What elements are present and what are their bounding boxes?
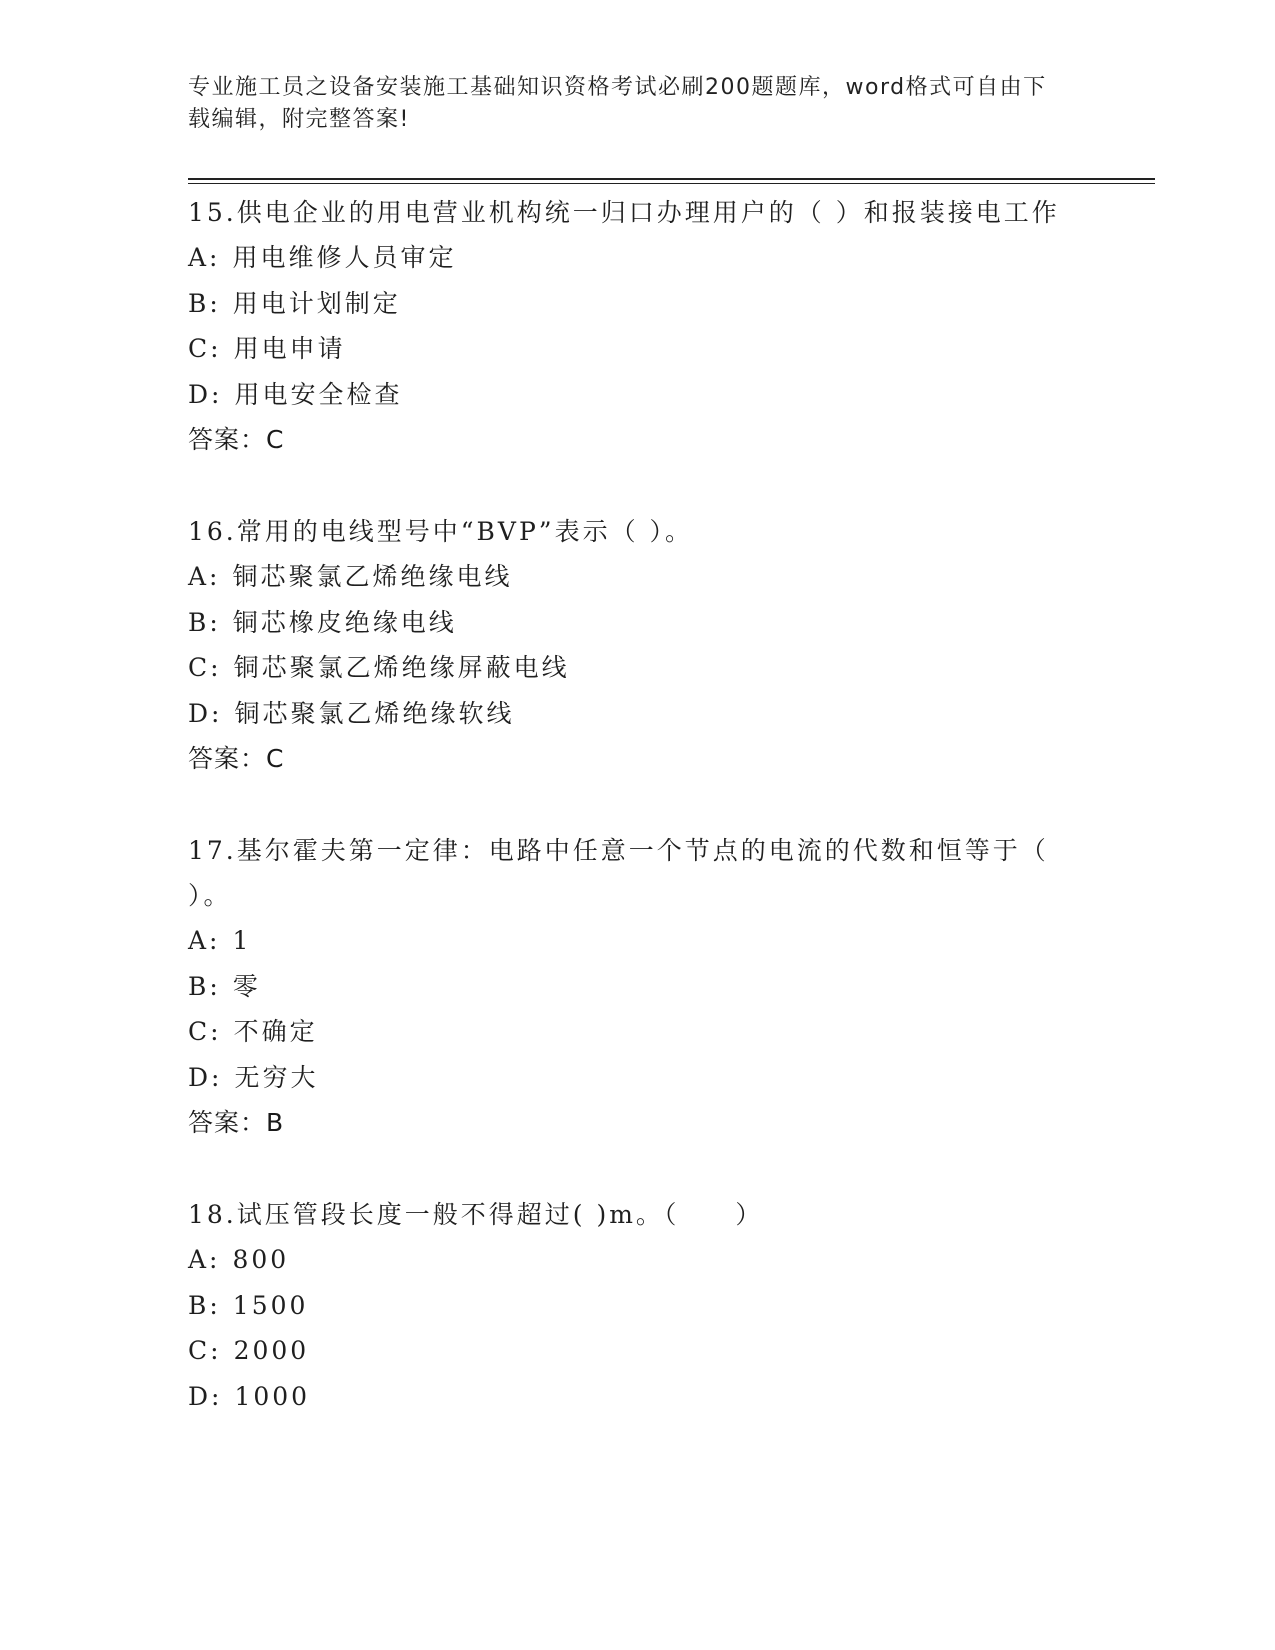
option-key: A: — [188, 243, 221, 272]
option-key: C: — [188, 1017, 222, 1046]
option-text: 铜芯聚氯乙烯绝缘屏蔽电线 — [233, 653, 570, 682]
question-stem: 15.供电企业的用电营业机构统一归口办理用户的（ ）和报装接电工作 — [188, 198, 1060, 227]
option-key: C: — [188, 1336, 222, 1365]
option-text: 用电申请 — [233, 334, 346, 363]
option-key: C: — [188, 653, 222, 682]
answer-line: 答案：B — [188, 1108, 285, 1137]
option-text: 用电维修人员审定 — [232, 243, 457, 272]
option-key: A: — [188, 1245, 221, 1274]
question-15 — [188, 190, 1068, 463]
option-key: A: — [188, 926, 221, 955]
option-text: 铜芯聚氯乙烯绝缘软线 — [234, 698, 515, 728]
option-key: A: — [188, 562, 221, 591]
option-text: 铜芯聚氯乙烯绝缘电线 — [232, 562, 513, 591]
option-c — [188, 645, 1068, 691]
option-key: C: — [188, 334, 222, 363]
option-key: B: — [188, 1290, 221, 1320]
option-key: B: — [188, 971, 221, 1001]
option-text: 1500 — [232, 1290, 309, 1320]
option-text: 铜芯橡皮绝缘电线 — [232, 607, 457, 637]
option-c — [188, 326, 1068, 372]
document-header: 专业施工员之设备安装施工基础知识资格考试必刷200题题库，word格式可自由下载编辑，附完整答案! — [188, 75, 1047, 132]
option-b — [188, 600, 1068, 646]
option-a — [188, 918, 1068, 964]
option-b — [188, 281, 1068, 327]
option-text: 800 — [232, 1245, 290, 1274]
option-c — [188, 1009, 1068, 1055]
option-key: D: — [188, 698, 223, 728]
option-d — [188, 372, 1068, 418]
option-text: 用电安全检查 — [234, 379, 403, 409]
option-text: 用电计划制定 — [232, 288, 401, 318]
option-c — [188, 1328, 1068, 1374]
option-key: D: — [188, 1381, 223, 1411]
question-stem: 17.基尔霍夫第一定律：电路中任意一个节点的电流的代数和恒等于（ ）。 — [188, 836, 1049, 910]
question-stem: 16.常用的电线型号中“BVP”表示（ ）。 — [188, 517, 694, 546]
option-text: 无穷大 — [234, 1062, 319, 1092]
option-text: 1000 — [234, 1381, 311, 1411]
answer-line: 答案：C — [188, 744, 285, 773]
option-text: 零 — [232, 971, 261, 1001]
option-d — [188, 1055, 1068, 1101]
question-17 — [188, 828, 1068, 1146]
question-18 — [188, 1192, 1068, 1419]
option-a — [188, 554, 1068, 600]
option-key: B: — [188, 288, 221, 318]
option-text: 1 — [232, 926, 252, 955]
question-list — [188, 190, 1068, 1465]
option-d — [188, 1374, 1068, 1420]
question-16 — [188, 509, 1068, 782]
answer-line: 答案：C — [188, 425, 285, 454]
option-text: 2000 — [233, 1336, 310, 1365]
option-key: D: — [188, 1062, 223, 1092]
option-b — [188, 1283, 1068, 1329]
header-divider-thick — [188, 178, 1155, 180]
option-d — [188, 691, 1068, 737]
question-stem: 18.试压管段长度一般不得超过( )m。（ ） — [188, 1200, 764, 1229]
option-a — [188, 1237, 1068, 1283]
option-a — [188, 235, 1068, 281]
option-key: B: — [188, 607, 221, 637]
option-b — [188, 964, 1068, 1010]
option-key: D: — [188, 379, 223, 409]
option-text: 不确定 — [233, 1017, 318, 1046]
header-divider-thin — [188, 183, 1155, 184]
